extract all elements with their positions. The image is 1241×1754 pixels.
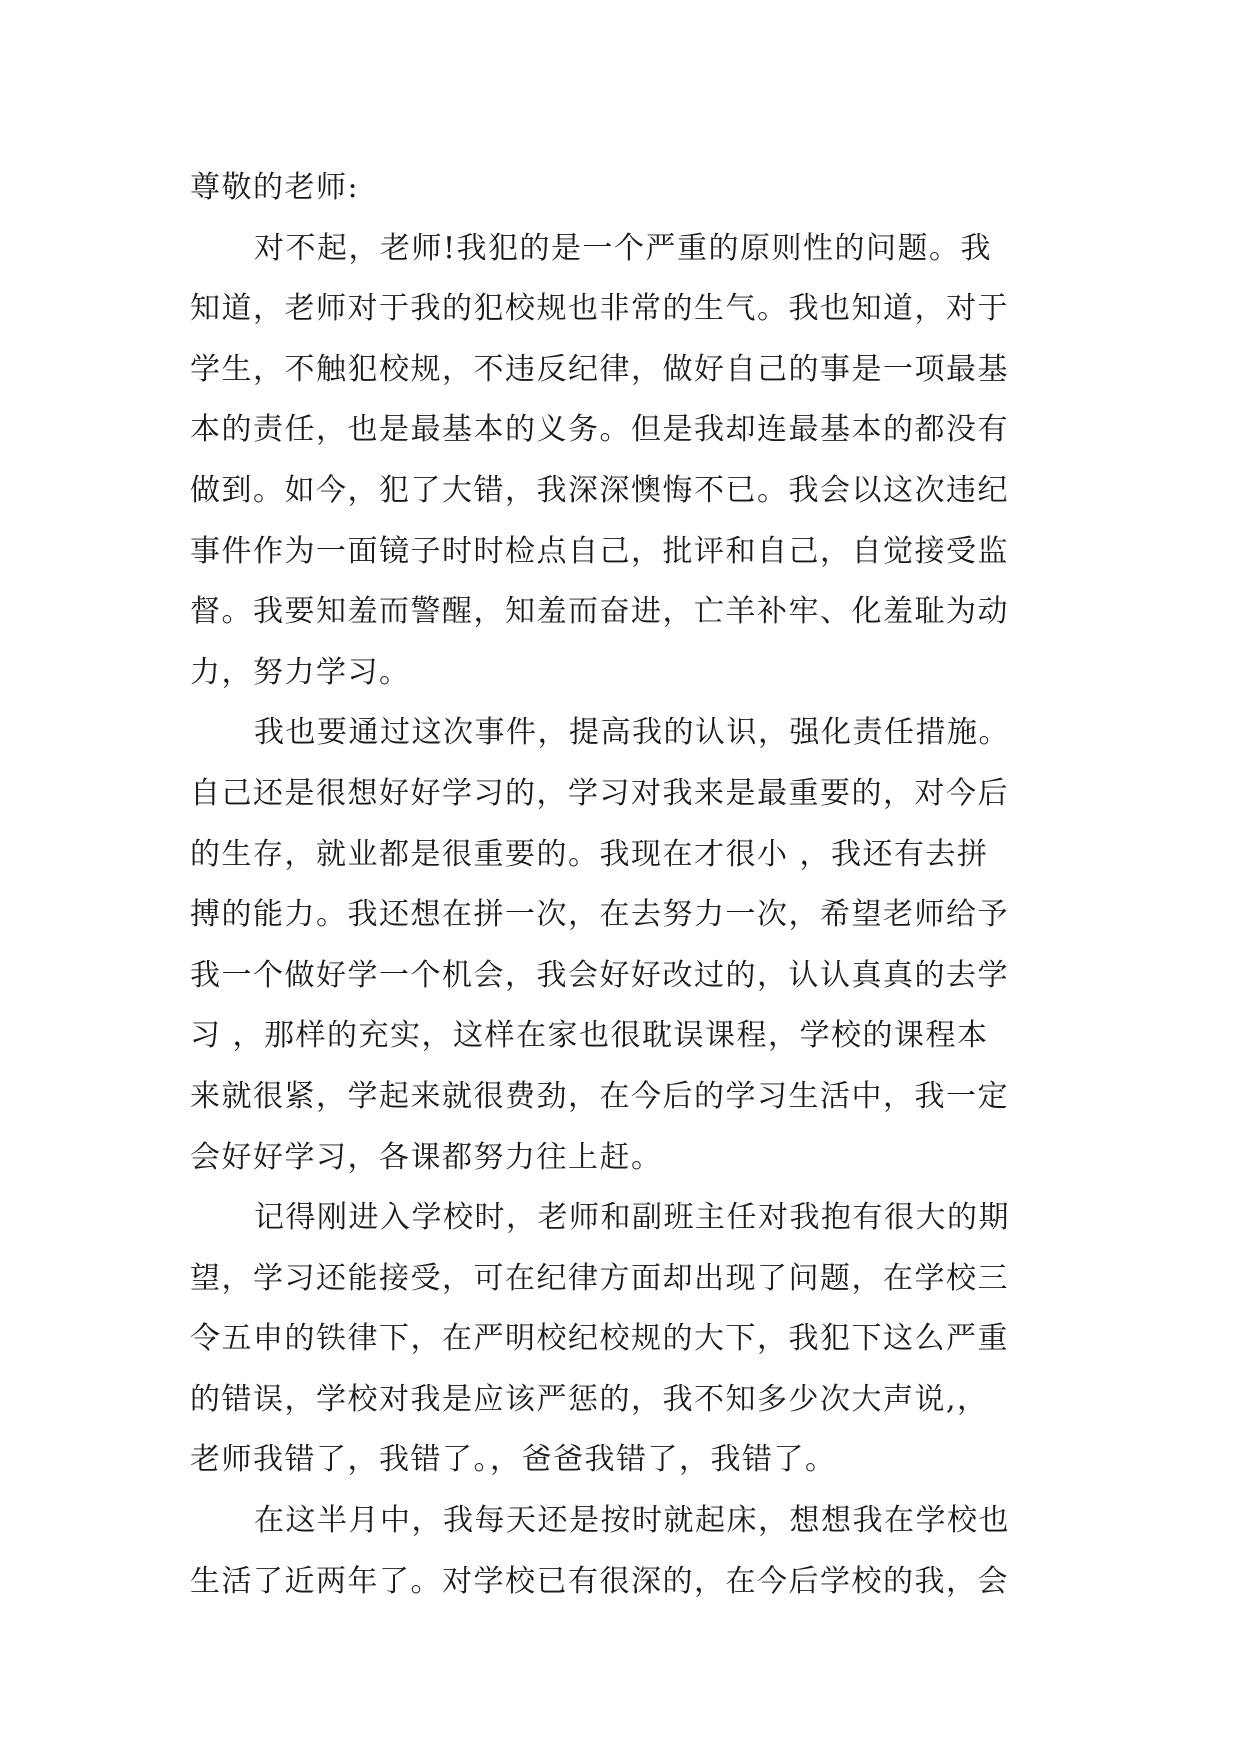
paragraph-line: 做到。如今，犯了大错，我深深懊悔不已。我会以这次违纪 (190, 472, 1009, 508)
paragraph-line: 在这半月中，我每天还是按时就起床，想想我在学校也 (254, 1503, 1010, 1539)
paragraph-line: 力，努力学习。 (190, 654, 411, 690)
paragraph-1 (190, 219, 1070, 704)
paragraph-line: 我一个做好学一个机会，我会好好改过的，认认真真的去学 (190, 957, 1009, 993)
paragraph-line: 会好好学习，各课都努力往上赶。 (190, 1139, 663, 1175)
paragraph-line: 事件作为一面镜子时时检点自己，批评和自己，自觉接受监 (190, 533, 1009, 569)
paragraph-line: 习 ，那样的充实，这样在家也很耽误课程，学校的课程本 (190, 1018, 989, 1054)
paragraph-4 (190, 1491, 1070, 1612)
paragraph-line: 来就很紧，学起来就很费劲，在今后的学习生活中，我一定 (190, 1078, 1009, 1114)
paragraph-line: 生活了近两年了。对学校已有很深的，在今后学校的我，会 (190, 1563, 1009, 1599)
paragraph-line: 自己还是很想好好学习的，学习对我来是最重要的，对今后 (190, 775, 1009, 811)
paragraph-3 (190, 1188, 1070, 1491)
paragraph-line: 督。我要知羞而警醒，知羞而奋进，亡羊补牢、化羞耻为动 (190, 594, 1009, 630)
paragraph-line: 本的责任，也是最基本的义务。但是我却连最基本的都没有 (190, 412, 1009, 448)
paragraph-line: 的生存，就业都是很重要的。我现在才很小 ，我还有去拼 (190, 836, 989, 872)
paragraph-line: 学生，不触犯校规，不违反纪律，做好自己的事是一项最基 (190, 351, 1009, 387)
paragraph-line: 望，学习还能接受，可在纪律方面却出现了问题，在学校三 (190, 1260, 1009, 1296)
letter-body (190, 158, 1070, 1612)
paragraph-line: 知道，老师对于我的犯校规也非常的生气。我也知道，对于 (190, 291, 1009, 327)
paragraph-2 (190, 703, 1070, 1188)
salutation: 尊敬的老师: (190, 170, 360, 205)
paragraph-line: 记得刚进入学校时，老师和副班主任对我抱有很大的期 (254, 1200, 1010, 1236)
paragraph-line: 的错误，学校对我是应该严惩的，我不知多少次大声说,， (190, 1381, 989, 1417)
paragraph-line: 搏的能力。我还想在拼一次，在去努力一次，希望老师给予 (190, 897, 1009, 933)
paragraph-line: 对不起，老师!我犯的是一个严重的原则性的问题。我 (254, 230, 993, 266)
paragraph-line: 我也要通过这次事件，提高我的认识，强化责任措施。 (254, 715, 1010, 751)
paragraph-line: 老师我错了，我错了。，爸爸我错了，我错了。 (190, 1442, 837, 1478)
paragraph-line: 令五申的铁律下，在严明校纪校规的大下，我犯下这么严重 (190, 1321, 1009, 1357)
